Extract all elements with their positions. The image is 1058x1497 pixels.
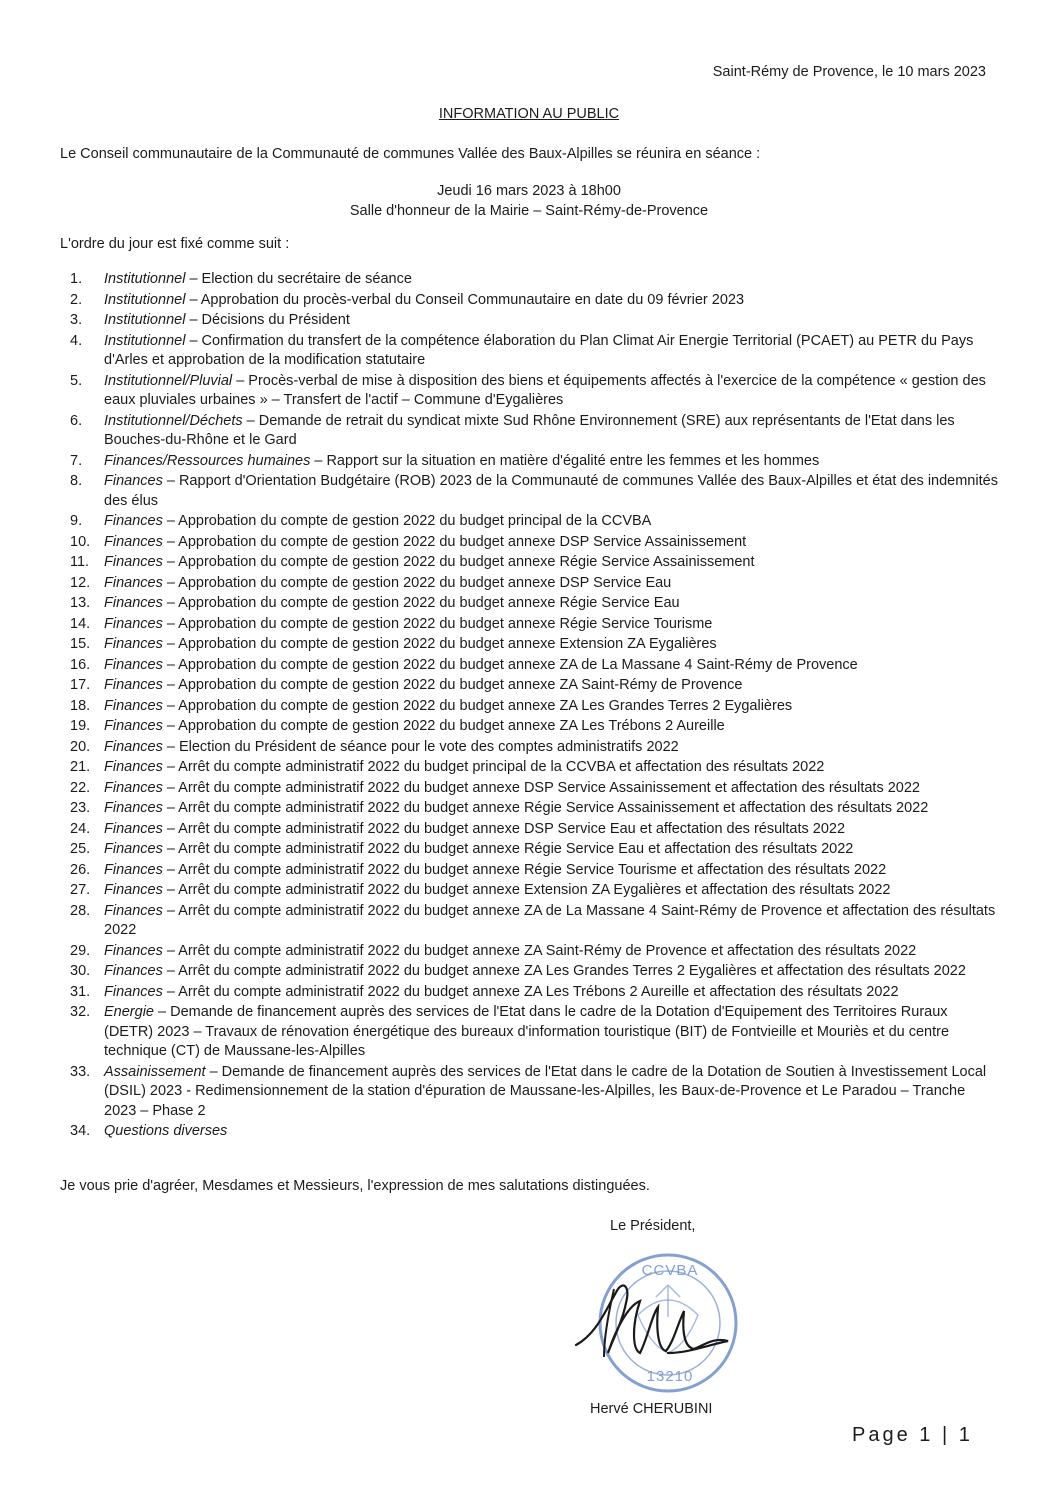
stamp-top-text: CCVBA <box>641 1262 699 1279</box>
agenda-item <box>60 615 998 635</box>
agenda-item-category: Institutionnel <box>104 312 186 328</box>
agenda-item-text: – Arrêt du compte administratif 2022 du budget annexe ZA Saint-Rémy de Provence et affectation des résultats 2022 <box>162 942 917 959</box>
agenda-item-text: – Arrêt du compte administratif 2022 du budget annexe Régie Service Assainissement et affectation des résultats 2022 <box>162 800 929 816</box>
agenda-item-text: – Election du secrétaire de séance <box>185 271 412 287</box>
agenda-item-text: – Approbation du compte de gestion 2022 du budget annexe Régie Service Tourisme <box>162 615 713 632</box>
intro-text: Le Conseil communautaire de la Communauté de communes Vallée des Baux-Alpilles se réunira en séance : <box>60 146 761 162</box>
agenda-item-category: Finances <box>104 738 163 755</box>
signatory-role: Le Président, <box>610 1218 696 1234</box>
agenda-item <box>60 820 998 840</box>
agenda-item-text: – Arrêt du compte administratif 2022 du budget annexe DSP Service Assainissement et affectation des résultats 2022 <box>162 779 920 796</box>
agenda-item <box>60 553 998 573</box>
agenda-item-number: 28. <box>70 902 91 919</box>
agenda-item-category: Questions diverses <box>104 1123 228 1139</box>
agenda-item <box>60 311 998 331</box>
agenda-item-category: Finances <box>104 942 163 959</box>
agenda-item <box>60 676 998 696</box>
agenda-item-number: 5. <box>70 372 83 389</box>
agenda-item-text: – Arrêt du compte administratif 2022 du budget annexe Régie Service Eau et affectation des résultats 2022 <box>162 841 854 857</box>
agenda-item-category: Finances <box>104 841 163 857</box>
agenda-item-number: 27. <box>70 882 91 898</box>
agenda-item-category: Finances <box>104 820 163 837</box>
agenda-item-text: – Arrêt du compte administratif 2022 du budget annexe ZA Les Grandes Terres 2 Eygalières et affectation des résultats 2022 <box>162 963 966 979</box>
agenda-item-number: 13. <box>70 595 91 611</box>
agenda-item-text: – Approbation du compte de gestion 2022 du budget annexe Extension ZA Eygalières <box>162 636 717 652</box>
agenda-item <box>60 1003 998 1062</box>
agenda-item-text: – Demande de retrait du syndicat mixte Sud Rhône Environnement (SRE) aux représentants de l'Etat dans les Bouches-du-Rhône et le Gard <box>104 412 955 448</box>
agenda-item-category: Institutionnel/Déchets <box>104 412 243 429</box>
agenda-item-number: 6. <box>70 412 83 429</box>
agenda-item-text: – Arrêt du compte administratif 2022 du budget annexe ZA de La Massane 4 Saint-Rémy de Provence et affectation des résultats 2022 <box>104 902 996 938</box>
agenda-item-category: Finances <box>104 800 163 816</box>
stamp-bottom-text: 13210 <box>646 1368 694 1385</box>
agenda-item-text: – Approbation du compte de gestion 2022 du budget annexe Régie Service Eau <box>162 595 680 611</box>
agenda-item-number: 32. <box>70 1004 91 1020</box>
agenda-item-number: 8. <box>70 473 83 489</box>
agenda-item-text: – Approbation du compte de gestion 2022 du budget annexe DSP Service Assainissement <box>162 533 747 550</box>
agenda-item-category: Finances <box>104 595 163 611</box>
agenda-item-category: Finances <box>104 554 163 570</box>
agenda-item-number: 24. <box>70 820 91 837</box>
agenda-item <box>60 512 998 532</box>
agenda-item-text: – Arrêt du compte administratif 2022 du budget annexe ZA Les Trébons 2 Aureille et affectation des résultats 2022 <box>162 983 899 1000</box>
agenda-item <box>60 758 998 778</box>
agenda-item-category: Finances <box>104 718 163 734</box>
agenda-item-number: 29. <box>70 942 91 959</box>
agenda-item-category: Finances <box>104 779 163 796</box>
agenda-item-category: Finances <box>104 882 163 898</box>
agenda-item-number: 14. <box>70 615 91 632</box>
agenda-item <box>60 574 998 594</box>
agenda-item <box>60 1122 998 1142</box>
agenda-item-number: 2. <box>70 291 83 308</box>
agenda-item-number: 25. <box>70 841 91 857</box>
page-number: Page 1 | 1 <box>852 1424 973 1446</box>
agenda-item-category: Finances <box>104 656 163 673</box>
agenda-item-number: 21. <box>70 759 91 775</box>
agenda-item-number: 34. <box>70 1123 91 1139</box>
agenda-item-text: – Arrêt du compte administratif 2022 du budget annexe Régie Service Tourisme et affectation des résultats 2022 <box>162 861 887 878</box>
agenda-item-category: Finances <box>104 902 163 919</box>
agenda-item <box>60 452 998 472</box>
agenda-item-number: 16. <box>70 656 91 673</box>
agenda-item-category: Finances <box>104 533 163 550</box>
agenda-item <box>60 332 998 371</box>
agenda-item-text: – Approbation du procès-verbal du Conseil Communautaire en date du 09 février 2023 <box>185 291 745 308</box>
agenda-item <box>60 697 998 717</box>
agenda-item-text: – Approbation du compte de gestion 2022 du budget annexe Régie Service Assainissement <box>162 554 755 570</box>
agenda-item-text: – Arrêt du compte administratif 2022 du budget annexe Extension ZA Eygalières et affectation des résultats 2022 <box>162 882 891 898</box>
agenda-item-number: 30. <box>70 963 91 979</box>
agenda-item <box>60 412 998 451</box>
agenda-item-text: – Approbation du compte de gestion 2022 du budget annexe ZA Saint-Rémy de Provence <box>162 677 743 693</box>
agenda-item-number: 18. <box>70 697 91 714</box>
agenda-item <box>60 270 998 290</box>
agenda-item-text: – Demande de financement auprès des services de l'Etat dans le cadre de la Dotation de Soutien à Investissement Local (DSIL) 2023 - Redimensionnement de la station d'épuration de Maussane-les-Alpilles, les Baux-de-Provence et Le Paradou – Tranche 2023 – Phase 2 <box>104 1063 987 1119</box>
agenda-item <box>60 861 998 881</box>
agenda-item-category: Finances <box>104 861 163 878</box>
agenda-item-number: 4. <box>70 332 83 349</box>
meeting-info <box>0 181 1058 221</box>
agenda-item-number: 1. <box>70 271 83 287</box>
agenda-item <box>60 942 998 962</box>
agenda-item <box>60 902 998 941</box>
agenda-item <box>60 717 998 737</box>
agenda-item-category: Energie <box>104 1004 154 1020</box>
agenda-item-text: – Approbation du compte de gestion 2022 du budget annexe ZA de La Massane 4 Saint-Rémy de Provence <box>162 656 858 673</box>
agenda-item-text: – Approbation du compte de gestion 2022 du budget principal de la CCVBA <box>162 513 652 529</box>
agenda-item <box>60 1063 998 1122</box>
agenda-item-category: Institutionnel <box>104 332 186 349</box>
agenda-item <box>60 472 998 511</box>
agenda-item-text: – Approbation du compte de gestion 2022 du budget annexe ZA Les Grandes Terres 2 Eygalières <box>162 697 793 714</box>
closing-text: Je vous prie d'agréer, Mesdames et Messieurs, l'expression de mes salutations distinguées. <box>60 1178 650 1194</box>
agenda-item-category: Institutionnel <box>104 271 186 287</box>
meeting-date: Jeudi 16 mars 2023 à 18h00 <box>437 183 621 199</box>
agenda-item <box>60 881 998 901</box>
agenda-item-number: 26. <box>70 861 91 878</box>
agenda-item-number: 7. <box>70 452 83 469</box>
agenda-item-category: Institutionnel <box>104 291 186 308</box>
agenda-item <box>60 738 998 758</box>
agenda-item-number: 12. <box>70 574 91 591</box>
agenda-item-number: 33. <box>70 1063 91 1080</box>
date-line: Saint-Rémy de Provence, le 10 mars 2023 <box>712 64 986 80</box>
agenda-item-number: 11. <box>70 554 90 570</box>
agenda-item-number: 17. <box>70 677 91 693</box>
agenda-item-text: – Approbation du compte de gestion 2022 du budget annexe DSP Service Eau <box>162 574 672 591</box>
agenda-item-number: 3. <box>70 312 83 328</box>
agenda-item <box>60 635 998 655</box>
agenda-item-number: 10. <box>70 533 91 550</box>
agenda-item-text: – Rapport sur la situation en matière d'égalité entre les femmes et les hommes <box>310 452 820 469</box>
agenda-item <box>60 799 998 819</box>
agenda-item <box>60 983 998 1003</box>
agenda-item-category: Finances <box>104 636 163 652</box>
agenda-item-text: – Approbation du compte de gestion 2022 du budget annexe ZA Les Trébons 2 Aureille <box>162 718 725 734</box>
agenda-item-category: Finances <box>104 513 163 529</box>
agenda-item-text: – Election du Président de séance pour le vote des comptes administratifs 2022 <box>162 738 679 755</box>
agenda-item <box>60 594 998 614</box>
agenda-item-category: Finances <box>104 759 163 775</box>
agenda-item-number: 20. <box>70 738 91 755</box>
agenda-item-number: 31. <box>70 983 91 1000</box>
agenda-item-number: 15. <box>70 636 91 652</box>
agenda-item-number: 9. <box>70 513 83 529</box>
meeting-location: Salle d'honneur de la Mairie – Saint-Rémy-de-Provence <box>349 203 709 219</box>
agenda-item-category: Finances <box>104 963 163 979</box>
agenda-item-category: Finances/Ressources humaines <box>104 452 311 469</box>
agenda-item-category: Assainissement <box>104 1063 206 1080</box>
agenda-item-category: Finances <box>104 697 163 714</box>
agenda-item <box>60 779 998 799</box>
agenda-item-text: – Procès-verbal de mise à disposition des biens et équipements affectés à l'exercice de la compétence « gestion des eaux pluviales urbaines » – Transfert de l'actif – Commune d'Eygalières <box>104 372 986 408</box>
agenda-item-category: Finances <box>104 574 163 591</box>
agenda-item <box>60 291 998 311</box>
agenda-intro: L'ordre du jour est fixé comme suit : <box>60 236 290 252</box>
agenda-item-number: 22. <box>70 779 91 796</box>
agenda-item-category: Finances <box>104 615 163 632</box>
agenda-item <box>60 962 998 982</box>
signatory-name: Hervé CHERUBINI <box>590 1401 713 1417</box>
agenda-item-text: – Confirmation du transfert de la compétence élaboration du Plan Climat Air Energie Territorial (PCAET) au PETR du Pays d'Arles et approbation de la modification statutaire <box>104 332 974 368</box>
agenda-item <box>60 372 998 411</box>
document-title: INFORMATION AU PUBLIC <box>438 106 620 122</box>
agenda-item-text: – Demande de financement auprès des services de l'Etat dans le cadre de la Dotation d'Equipement des Territoires Ruraux (DETR) 2023 – Travaux de rénovation énergétique des bureaux d'information touristique (BIT) de Fontvieille et Mouriès et du centre technique (CT) de Maussane-les-Alpilles <box>104 1004 950 1059</box>
agenda-item-text: – Décisions du Président <box>185 312 350 328</box>
agenda-item <box>60 533 998 553</box>
agenda-item <box>60 656 998 676</box>
agenda-item <box>60 840 998 860</box>
agenda-list <box>60 270 998 1143</box>
agenda-item-text: – Arrêt du compte administratif 2022 du budget principal de la CCVBA et affectation des résultats 2022 <box>162 759 825 775</box>
agenda-item-text: – Arrêt du compte administratif 2022 du budget annexe DSP Service Eau et affectation des résultats 2022 <box>162 820 846 837</box>
agenda-item-text: – Rapport d'Orientation Budgétaire (ROB) 2023 de la Communauté de communes Vallée des Baux-Alpilles et état des indemnités des élus <box>104 473 998 509</box>
agenda-item-number: 23. <box>70 800 91 816</box>
agenda-item-category: Finances <box>104 677 163 693</box>
agenda-item-category: Finances <box>104 983 163 1000</box>
agenda-item-category: Institutionnel/Pluvial <box>104 372 233 389</box>
agenda-item-number: 19. <box>70 718 91 734</box>
agenda-item-category: Finances <box>104 473 163 489</box>
